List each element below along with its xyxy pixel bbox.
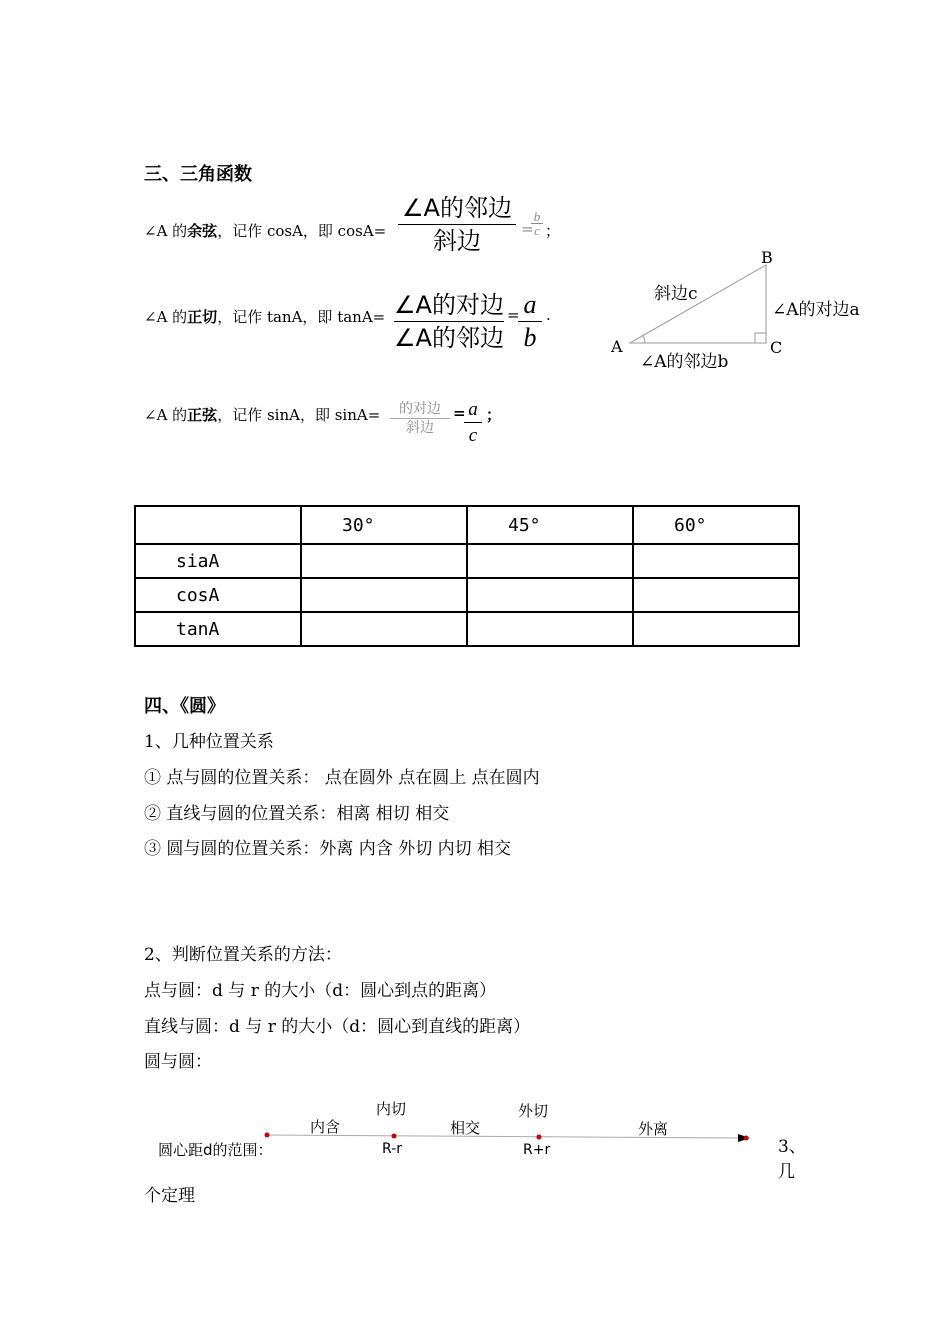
right-angle-mark	[755, 333, 766, 343]
cos-rest: ，记作 cosA，即 cosA=	[217, 222, 387, 240]
section4-line: ③ 圆与圆的位置关系：外离 内含 外切 内切 相交	[144, 839, 512, 859]
neiqie-label: 内切	[376, 1100, 407, 1118]
tan-fraction-small	[518, 292, 542, 351]
tan-definition	[144, 306, 385, 327]
vertex-a-label: A	[611, 337, 623, 356]
cos-fraction-small	[531, 210, 543, 237]
section4-line: 圆与圆：	[144, 1052, 212, 1072]
r-plus-point	[537, 1135, 542, 1140]
sin-equals: =	[453, 404, 466, 422]
table-cell: cosA	[135, 578, 301, 612]
cos-numerator: ∠A的邻边	[402, 194, 512, 222]
sin-fraction-small	[464, 400, 482, 445]
section3-title: 三、三角函数	[144, 164, 252, 185]
table-cell: tanA	[135, 612, 301, 646]
neihan-label: 内含	[310, 1118, 341, 1136]
r-minus-point	[392, 1134, 397, 1139]
tan-denominator: ∠A的邻边	[394, 324, 504, 352]
sin-keyword: 正弦	[187, 406, 218, 424]
angle-a-arc	[643, 336, 645, 343]
waili-label: 外离	[638, 1120, 669, 1138]
tan-equals: =	[507, 306, 520, 324]
sin-definition	[144, 404, 380, 425]
table-header-cell: 60°	[633, 506, 799, 544]
table-header-row	[135, 506, 799, 544]
end-point	[744, 1136, 749, 1141]
section4-line: 直线与圆：d 与 r 的大小（d：圆心到直线的距离）	[144, 1017, 531, 1037]
sin-end: ；	[486, 406, 502, 424]
adjacent-label: ∠A的邻边b	[640, 352, 729, 372]
table-cell	[301, 544, 467, 578]
table-cell	[467, 578, 633, 612]
r-minus-label: R-r	[382, 1141, 402, 1157]
table-cell	[633, 612, 799, 646]
sin-numerator-small: a	[468, 399, 478, 420]
table-header-cell: 45°	[467, 506, 633, 544]
section4-title: 四、《圆》	[144, 696, 225, 717]
right-triangle-figure	[600, 240, 900, 380]
waiqie-label: 外切	[518, 1102, 549, 1120]
table-cell: siaA	[135, 544, 301, 578]
sin-fraction-main	[390, 402, 450, 435]
cos-fraction-main	[398, 196, 516, 253]
tan-keyword: 正切	[187, 308, 218, 326]
table-cell	[467, 612, 633, 646]
table-row	[135, 544, 799, 578]
section4-line: 点与圆：d 与 r 的大小（d：圆心到点的距离）	[144, 981, 497, 1001]
cos-denominator-small: c	[534, 223, 540, 238]
sin-denominator-small: c	[468, 425, 478, 446]
table-header-cell	[135, 506, 301, 544]
tan-fraction-main	[394, 293, 504, 350]
hypotenuse-label: 斜边c	[654, 284, 698, 304]
item3-char: 几	[778, 1162, 795, 1182]
xiangjiao-label: 相交	[450, 1119, 481, 1137]
table-cell	[633, 578, 799, 612]
cos-denominator: 斜边	[433, 227, 481, 255]
table-cell	[301, 612, 467, 646]
origin-point	[265, 1133, 270, 1138]
sin-rest: ，记作 sinA，即 sinA=	[217, 406, 381, 424]
tan-numerator: ∠A的对边	[394, 291, 504, 319]
section4-line: ① 点与圆的位置关系： 点在圆外 点在圆上 点在圆内	[144, 768, 540, 788]
cos-prefix: ∠A 的	[144, 222, 188, 240]
tan-end: .	[546, 306, 551, 324]
cos-numerator-small: b	[533, 209, 541, 224]
cos-end: ；	[545, 222, 561, 240]
item3-continuation: 个定理	[144, 1186, 195, 1206]
cos-definition	[144, 220, 386, 241]
sin-prefix: ∠A 的	[144, 406, 188, 424]
tan-numerator-small: a	[523, 290, 537, 319]
section4-line: 1、几种位置关系	[144, 732, 274, 752]
opposite-label: ∠A的对边a	[772, 300, 860, 320]
tan-denominator-small: b	[523, 323, 537, 352]
table-cell	[467, 544, 633, 578]
cos-keyword: 余弦	[187, 222, 218, 240]
table-row	[135, 612, 799, 646]
table-cell	[301, 578, 467, 612]
trig-values-table	[134, 505, 800, 647]
triangle-shape	[630, 265, 766, 343]
number-line-label: 圆心距d的范围：	[158, 1141, 273, 1159]
sin-denominator: 斜边	[406, 420, 434, 436]
r-plus-label: R+r	[523, 1142, 551, 1158]
vertex-b-label: B	[761, 248, 773, 267]
center-distance-number-line	[150, 1090, 770, 1170]
sin-numerator: 的对边	[399, 401, 441, 417]
cos-equals: =	[521, 220, 534, 238]
tan-rest: ，记作 tanA，即 tanA=	[217, 308, 386, 326]
table-header-cell: 30°	[301, 506, 467, 544]
item3-number: 3、	[778, 1137, 806, 1157]
section4-line: 2、判断位置关系的方法：	[144, 945, 342, 965]
table-row	[135, 578, 799, 612]
section4-line: ② 直线与圆的位置关系：相离 相切 相交	[144, 804, 450, 824]
table-cell	[633, 544, 799, 578]
vertex-c-label: C	[770, 338, 783, 357]
tan-prefix: ∠A 的	[144, 308, 188, 326]
